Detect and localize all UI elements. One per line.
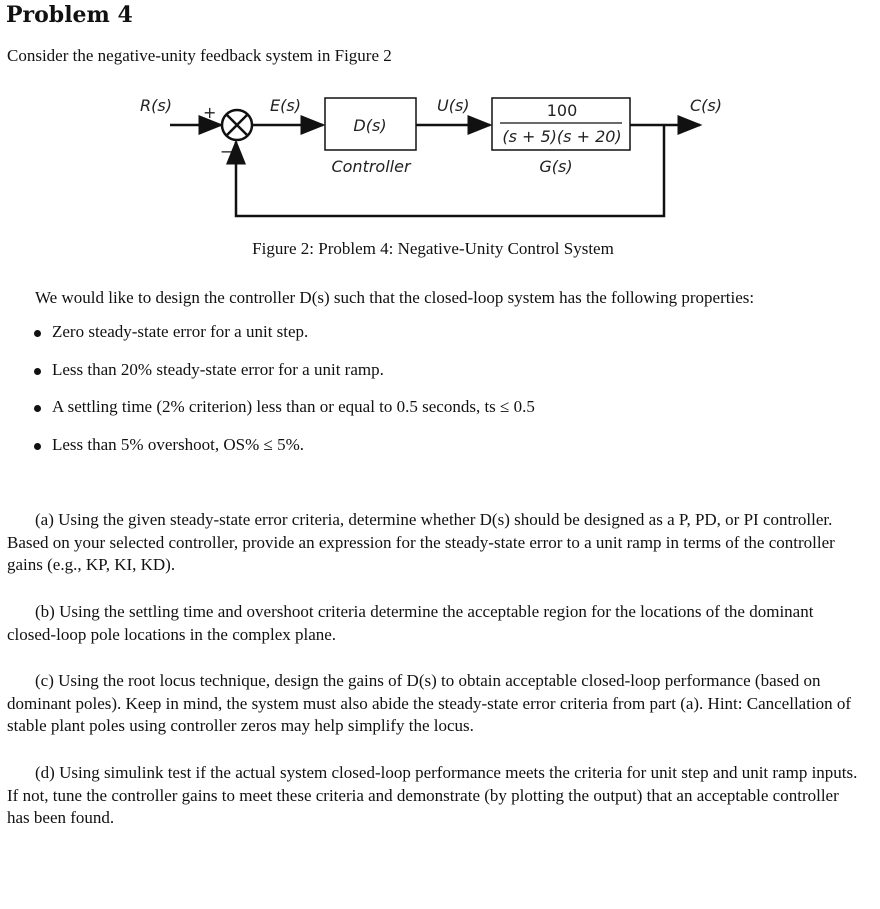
- requirement-item: A settling time (2% criterion) less than or equal to 0.5 seconds, ts ≤ 0.5: [30, 397, 535, 435]
- problem-title: Problem 4: [6, 2, 133, 28]
- part-d-body: (d) Using simulink test if the actual system closed-loop performance meets the criteria for unit step and unit ramp inputs. If not, tune the controller gains to meet these criteria and demonstrate (by plotting the output) that an acceptable controller has been found.: [7, 763, 858, 827]
- plant-caption: G(s): [539, 157, 573, 176]
- requirement-item: Zero steady-state error for a unit step.: [30, 322, 535, 360]
- part-b-body: (b) Using the settling time and overshoot criteria determine the acceptable region for the locations of the dominant closed-loop pole locations in the complex plane.: [7, 602, 814, 644]
- block-diagram: [0, 80, 880, 230]
- part-a-body: (a) Using the given steady-state error criteria, determine whether D(s) should be designed as a P, PD, or PI controller. Based on your selected controller, provide an expression for the steady-state error to a unit ramp in terms of the controller gains (e.g., KP, KI, KD).: [7, 510, 835, 574]
- control-signal-label: U(s): [437, 96, 470, 115]
- part-c-body: (c) Using the root locus technique, design the gains of D(s) to obtain acceptable closed-loop performance (based on dominant poles). Keep in mind, the system must also abide the steady-state error criteria from part (a). Hint: Cancellation of stable plant poles using controller zeros may help simplify the locus.: [7, 671, 852, 735]
- plant-denominator: (s + 5)(s + 20): [502, 127, 622, 146]
- plant-numerator: 100: [546, 101, 578, 120]
- requirement-item: Less than 5% overshoot, OS% ≤ 5%.: [30, 435, 535, 473]
- intro-text: Consider the negative-unity feedback system in Figure 2: [7, 46, 392, 65]
- requirements-list: [30, 322, 535, 472]
- part-d-text: [7, 762, 860, 830]
- error-label: E(s): [270, 96, 301, 115]
- minus-sign: −: [220, 142, 234, 161]
- part-c-text: [7, 670, 860, 738]
- controller-caption: Controller: [331, 157, 411, 176]
- design-lead-text: We would like to design the controller D(s) such that the closed-loop system has the following properties:: [35, 288, 755, 307]
- plus-sign: +: [203, 103, 217, 122]
- summing-junction: [222, 110, 252, 140]
- requirement-item: Less than 20% steady-state error for a unit ramp.: [30, 360, 535, 398]
- input-label: R(s): [140, 96, 172, 115]
- figure-caption: Figure 2: Problem 4: Negative-Unity Control System: [252, 239, 614, 258]
- controller-block-label: D(s): [353, 116, 387, 135]
- part-a-text: [7, 509, 860, 577]
- part-b-text: [7, 601, 860, 646]
- output-label: C(s): [690, 96, 722, 115]
